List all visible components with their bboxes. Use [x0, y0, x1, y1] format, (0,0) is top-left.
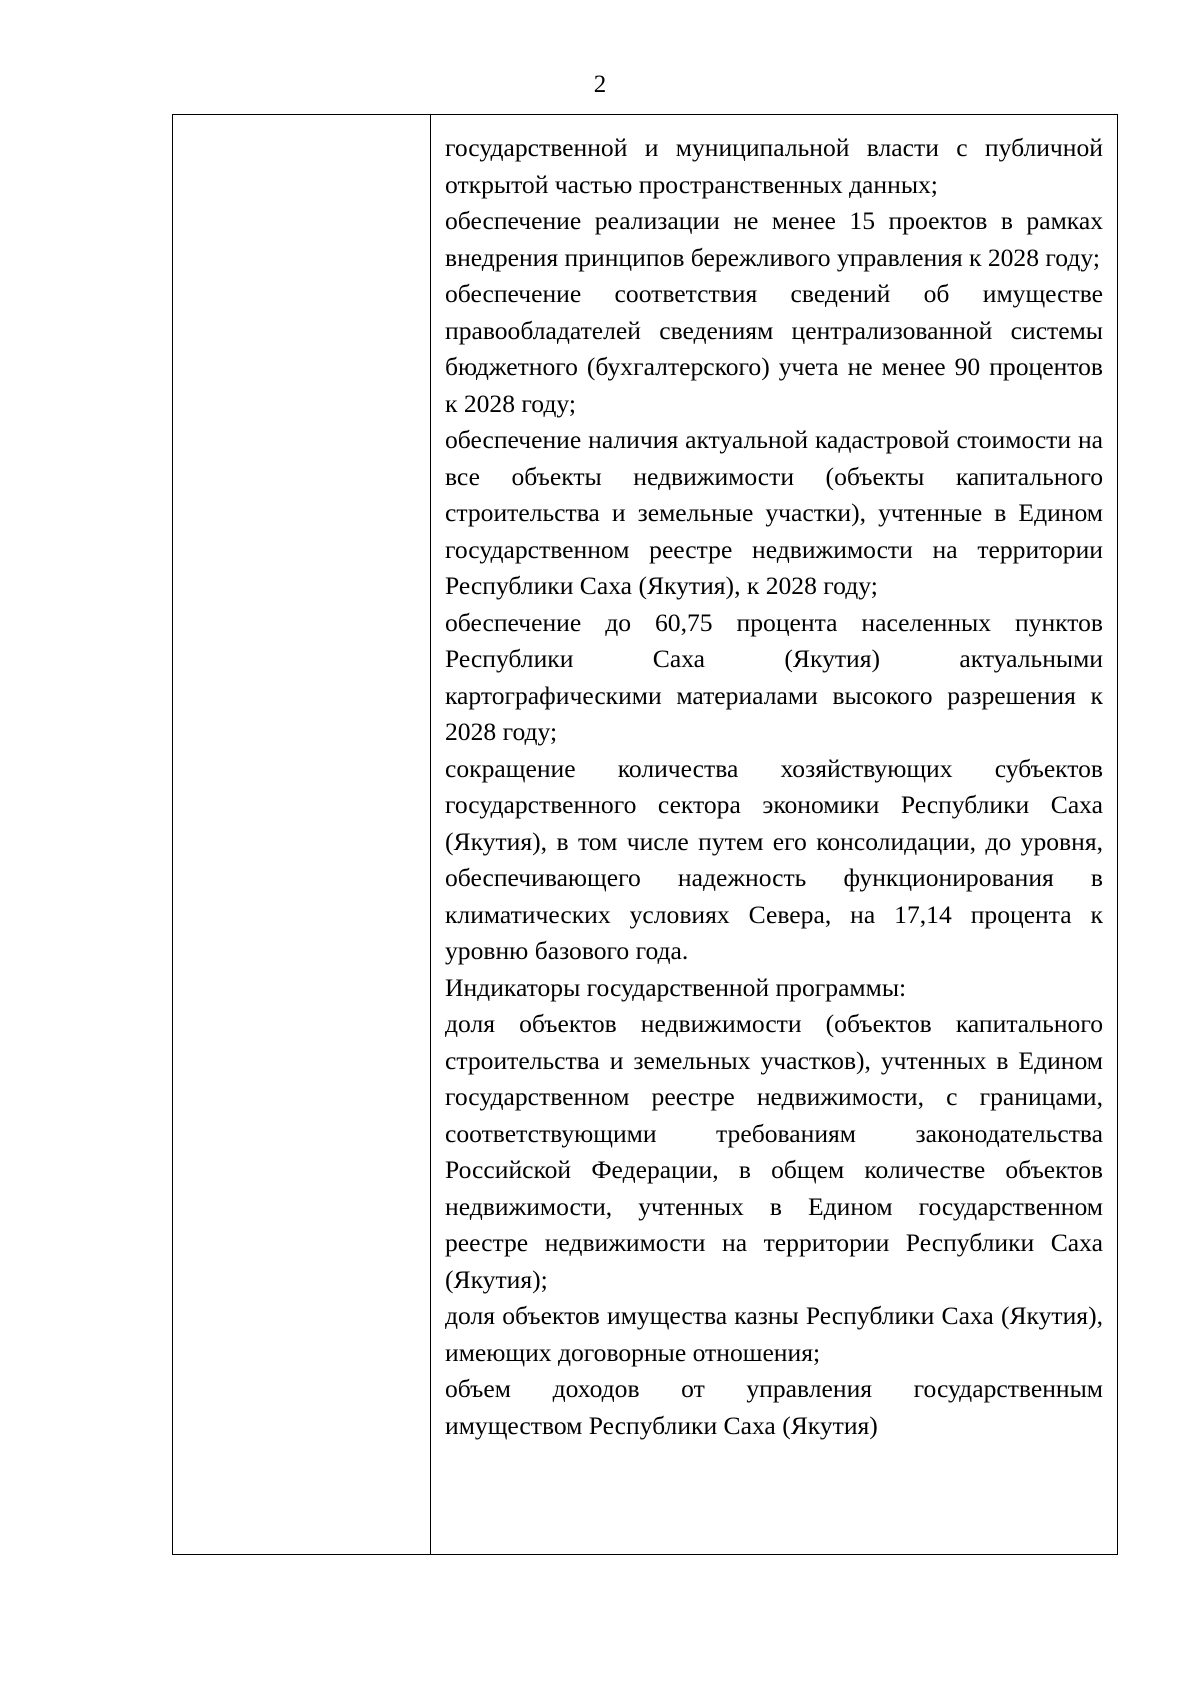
paragraph-entity-reduction: сокращение количества хозяйствующих субъектов государственного сектора экономики Республики Саха (Якутия), в том числе путем его консолидации, до уровня, обеспечивающего надежность функционирования в климатических условиях Севера, на 17,14 процента к уровню базового года.: [445, 753, 1103, 965]
table-right-cell: [431, 115, 1117, 1554]
paragraph-indicator-revenue: объем доходов от управления государственным имуществом Республики Саха (Якутия): [445, 1374, 1103, 1440]
paragraph-cartographic-materials: обеспечение до 60,75 процента населенных пунктов Республики Саха (Якутия) актуальными картографическими материалами высокого разрешения к 2028 году;: [445, 607, 1103, 746]
paragraph-property-accounting: обеспечение соответствия сведений об имуществе правообладателей сведениям централизованной системы бюджетного (бухгалтерского) учета не менее 90 процентов к 2028 году;: [445, 279, 1103, 418]
table-left-cell: [173, 115, 431, 1554]
page-number: 2: [593, 71, 607, 98]
paragraph-indicators-heading: Индикаторы государственной программы:: [445, 972, 907, 1002]
document-table: [172, 114, 1118, 1555]
paragraph-cadastral-value: обеспечение наличия актуальной кадастровой стоимости на все объекты недвижимости (объекты капитального строительства и земельные участки), учтенные в Едином государственном реестре недвижимости на территории Республики Саха (Якутия), к 2028 году;: [445, 425, 1103, 600]
paragraph-lean-projects: обеспечение реализации не менее 15 проектов в рамках внедрения принципов бережливого управления к 2028 году;: [445, 206, 1103, 272]
paragraph-spatial-data: государственной и муниципальной власти с публичной открытой частью пространственных данных;: [445, 133, 1103, 199]
paragraph-indicator-treasury: доля объектов имущества казны Республики Саха (Якутия), имеющих договорные отношения;: [445, 1301, 1103, 1367]
paragraph-indicator-boundaries: доля объектов недвижимости (объектов капитального строительства и земельных участков), учтенных в Едином государственном реестре недвижимости, с границами, соответствующими требованиям законодательства Российской Федерации, в общем количестве объектов недвижимости, учтенных в Едином государственном реестре недвижимости на территории Республики Саха (Якутия);: [445, 1009, 1103, 1294]
